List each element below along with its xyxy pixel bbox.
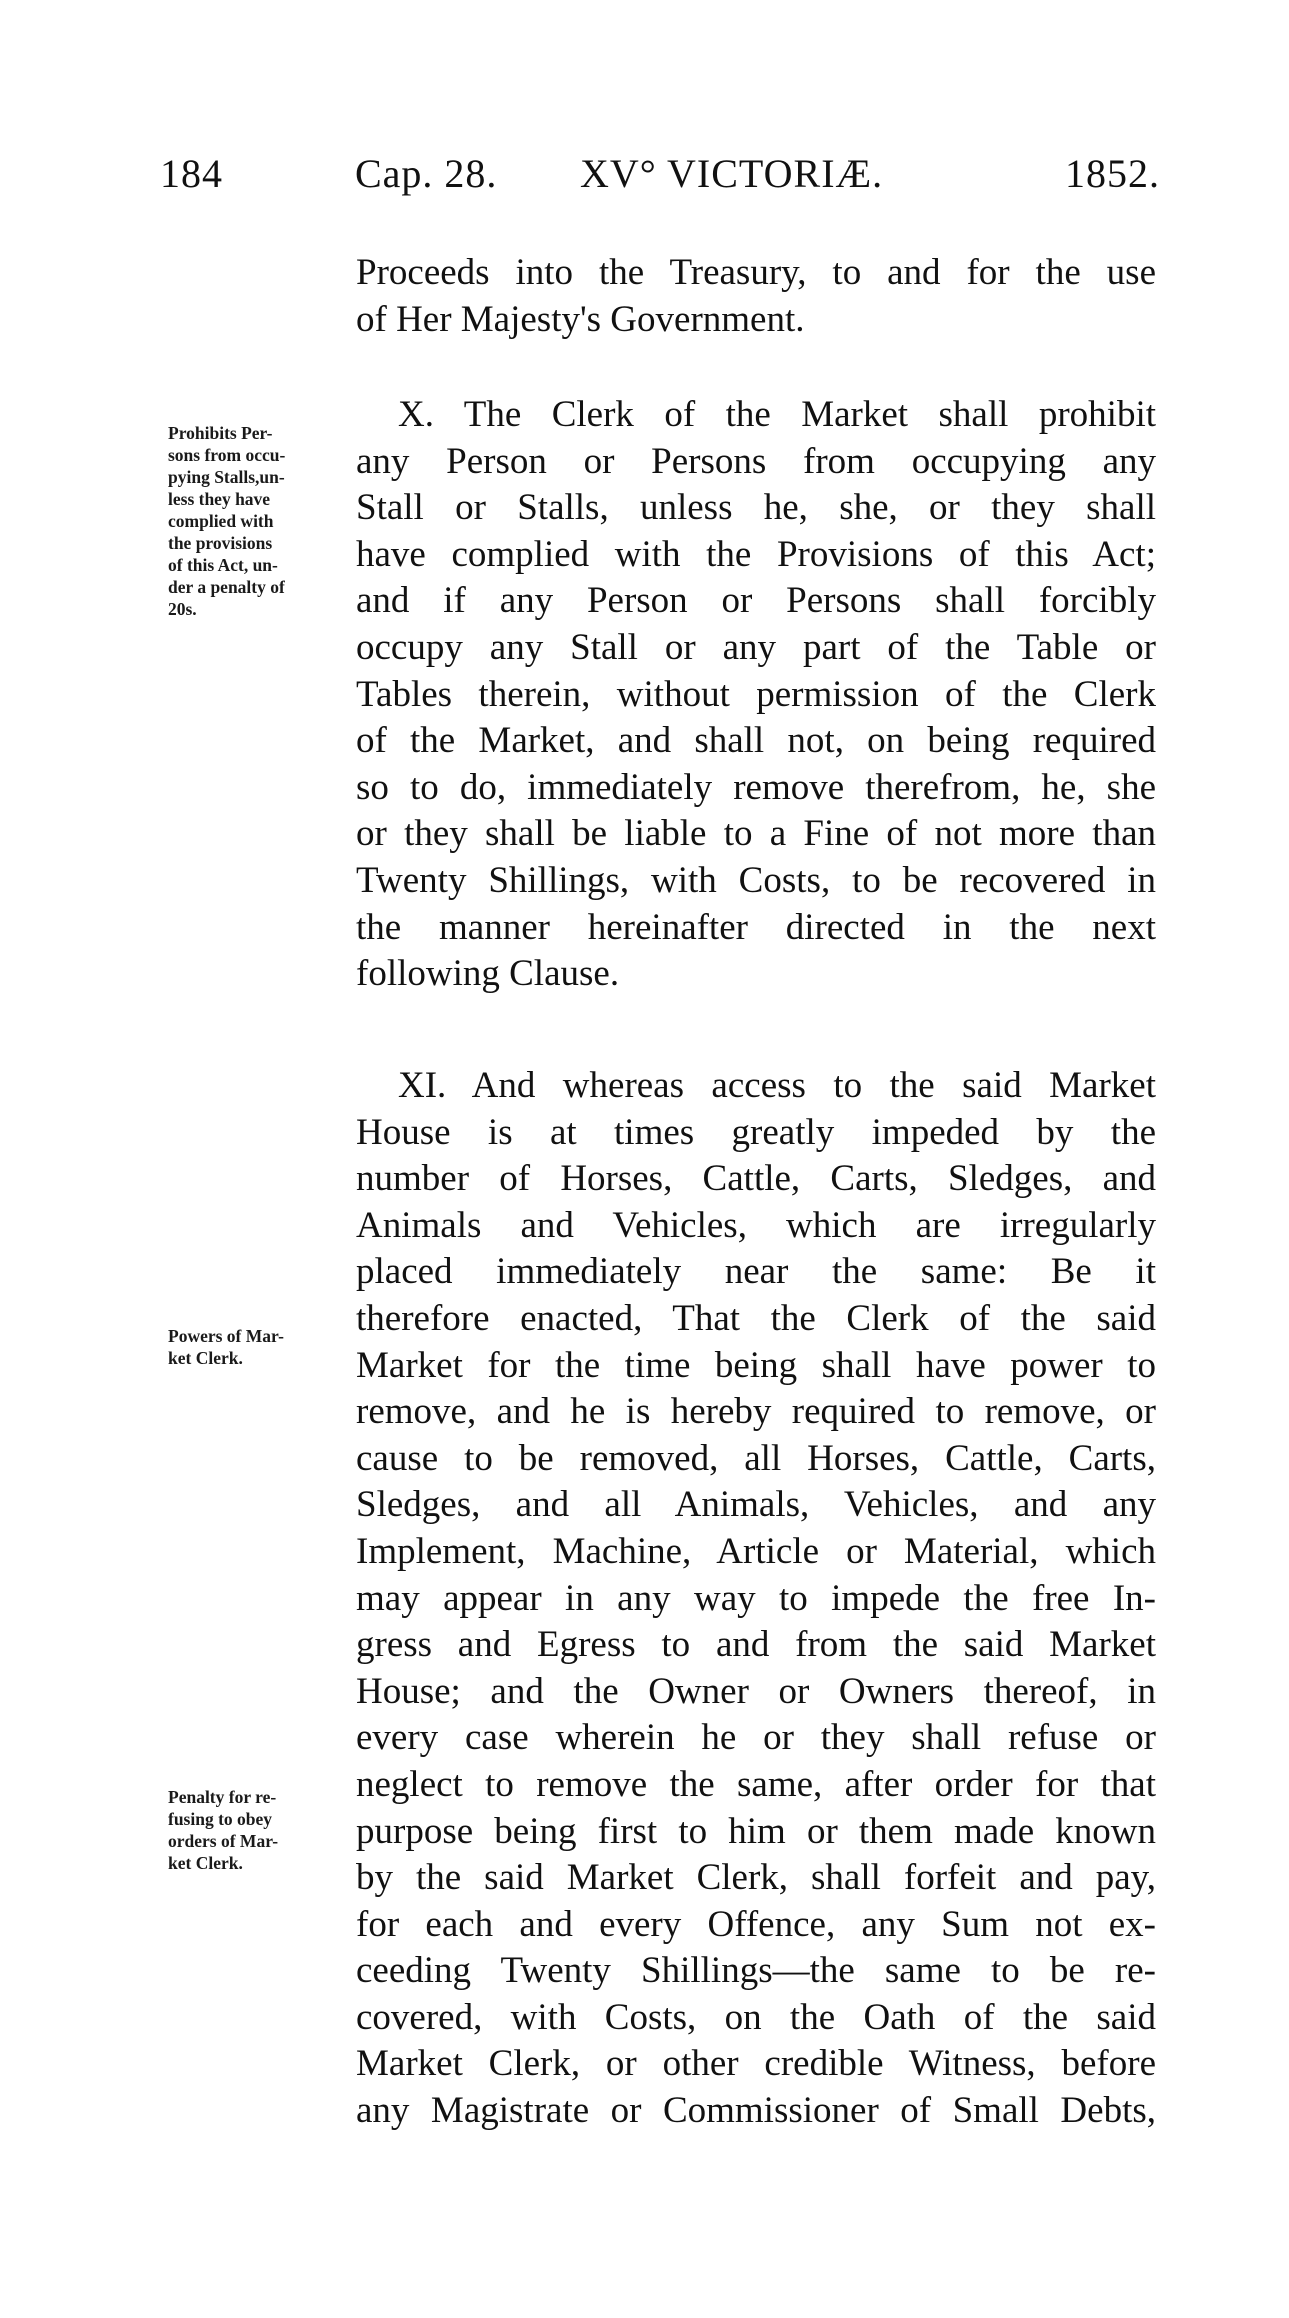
section-xi [356, 1063, 1156, 2135]
text-line: Tables therein, without permission of the Clerk [356, 673, 1156, 715]
section-x [356, 392, 1156, 998]
margin-note-line: orders of Mar- [168, 1831, 279, 1851]
page-number: 184 [160, 151, 223, 196]
text-line: by the said Market Clerk, shall forfeit and pay, [356, 1857, 1156, 1899]
text-line: or they shall be liable to a Fine of not more than [356, 813, 1156, 855]
text-line: X. The Clerk of the Market shall prohibit [398, 394, 1156, 435]
text-line: purpose being first to him or them made known [356, 1810, 1156, 1852]
text-line: Market for the time being shall have power to [356, 1344, 1156, 1386]
text-line: Stall or Stalls, unless he, she, or they shall [356, 487, 1156, 529]
margin-note-line: sons from occu- [168, 445, 286, 465]
text-line: following Clause. [356, 953, 620, 995]
running-header [160, 150, 1160, 200]
text-line: House; and the Owner or Owners thereof, in [356, 1670, 1156, 1712]
text-line: the manner hereinafter directed in the next [356, 906, 1156, 948]
text-line: every case wherein he or they shall refuse or [356, 1717, 1156, 1759]
margin-note-line: ket Clerk. [168, 1348, 243, 1368]
text-line: number of Horses, Cattle, Carts, Sledges, and [356, 1158, 1156, 1200]
text-line: XI. And whereas access to the said Market [398, 1065, 1156, 1106]
text-line: ceeding Twenty Shillings—the same to be re- [356, 1950, 1156, 1992]
statute-year: 1852. [1065, 151, 1160, 196]
margin-note-line: pying Stalls,un- [168, 467, 285, 487]
text-line: Sledges, and all Animals, Vehicles, and any [356, 1484, 1156, 1526]
margin-note-line: Prohibits Per- [168, 423, 273, 443]
margin-note-prohibits-persons [168, 422, 336, 620]
text-line: and if any Person or Persons shall forcibly [356, 580, 1156, 622]
text-line: of Her Majesty's Government. [356, 298, 805, 340]
text-line: Proceeds into the Treasury, to and for the use [356, 252, 1156, 293]
margin-note-line: ket Clerk. [168, 1853, 243, 1873]
text-line: remove, and he is hereby required to remove, or [356, 1391, 1156, 1433]
margin-note-line: less they have [168, 489, 271, 509]
text-line: any Person or Persons from occupying any [356, 440, 1156, 482]
margin-note-line: complied with [168, 511, 274, 531]
text-line: Animals and Vehicles, which are irregularly [356, 1204, 1156, 1246]
chapter-number: Cap. 28. [355, 151, 498, 196]
text-line: of the Market, and shall not, on being required [356, 720, 1156, 762]
statute-title: XV° VICTORIÆ. [580, 151, 884, 196]
text-line: may appear in any way to impede the free In- [356, 1577, 1156, 1619]
margin-note-line: Powers of Mar- [168, 1326, 284, 1346]
text-line: covered, with Costs, on the Oath of the said [356, 1996, 1156, 2038]
paragraph-proceeds [356, 250, 1156, 343]
margin-note-line: der a penalty of [168, 577, 285, 597]
text-line: any Magistrate or Commissioner of Small Debts, [356, 2090, 1156, 2132]
margin-note-line: fusing to obey [168, 1809, 273, 1829]
text-line: Implement, Machine, Article or Material, which [356, 1530, 1156, 1572]
text-line: have complied with the Provisions of this Act; [356, 533, 1156, 575]
text-line: House is at times greatly impeded by the [356, 1111, 1156, 1153]
text-line: gress and Egress to and from the said Market [356, 1624, 1156, 1666]
text-line: therefore enacted, That the Clerk of the said [356, 1297, 1156, 1339]
margin-note-line: the provisions [168, 533, 273, 553]
margin-note-line: Penalty for re- [168, 1787, 277, 1807]
text-line: placed immediately near the same: Be it [356, 1251, 1156, 1293]
margin-note-penalty [168, 1786, 336, 1874]
text-line: Market Clerk, or other credible Witness, before [356, 2043, 1156, 2085]
text-line: for each and every Offence, any Sum not ex- [356, 1903, 1156, 1945]
text-line: neglect to remove the same, after order for that [356, 1763, 1156, 1805]
text-line: cause to be removed, all Horses, Cattle, Carts, [356, 1437, 1156, 1479]
text-line: occupy any Stall or any part of the Table or [356, 626, 1156, 668]
margin-note-line: of this Act, un- [168, 555, 278, 575]
margin-note-powers-of-clerk [168, 1325, 336, 1369]
margin-note-line: 20s. [168, 599, 197, 619]
text-line: Twenty Shillings, with Costs, to be recovered in [356, 859, 1156, 901]
text-line: so to do, immediately remove therefrom, he, she [356, 766, 1156, 808]
